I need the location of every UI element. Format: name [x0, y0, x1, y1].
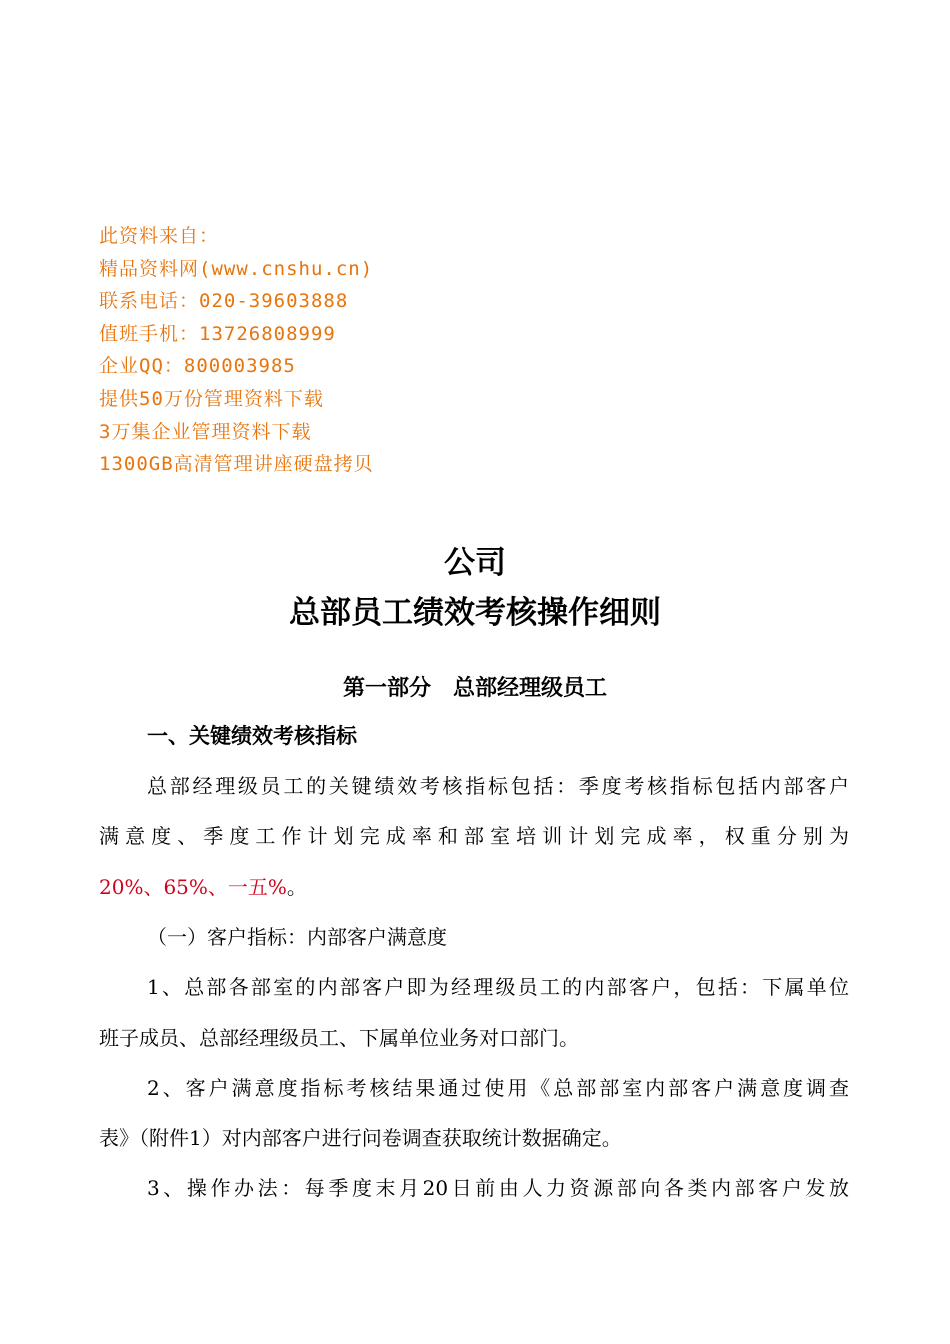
list-item-line: 1、总部各部室的内部客户即为经理级员工的内部客户，包括：下属单位: [147, 975, 849, 999]
source-info-block: [99, 220, 374, 481]
list-item-line: 班子成员、总部经理级员工、下属单位业务对口部门。: [99, 1026, 579, 1050]
source-line: 提供50万份管理资料下载: [99, 387, 324, 410]
source-line: 值班手机：13726808999: [99, 322, 336, 345]
document-title-line1: 公司: [444, 545, 506, 581]
paragraph-line: 总部经理级员工的关键绩效考核指标包括：季度考核指标包括内部客户: [147, 774, 849, 798]
list-item-line: 2、客户满意度指标考核结果通过使用《总部部室内部客户满意度调查: [147, 1076, 849, 1100]
source-line: 企业QQ：800003985: [99, 355, 296, 378]
paragraph-line: 满意度、季度工作计划完成率和部室培训计划完成率，权重分别为: [99, 824, 849, 848]
part-heading: 第一部分 总部经理级员工: [342, 675, 607, 701]
document-title-line2: 总部员工绩效考核操作细则: [289, 595, 661, 631]
source-line: 1300GB高清管理讲座硬盘拷贝: [99, 453, 374, 476]
section-heading: 一、关键绩效考核指标: [147, 723, 357, 748]
source-line: 此资料来自：: [99, 225, 220, 247]
sentence-end: 。: [286, 875, 307, 899]
list-item-line: 3、操作办法：每季度末月20日前由人力资源部向各类内部客户发放: [147, 1176, 849, 1200]
weights-text: 20%、65%、一五%: [99, 875, 287, 899]
source-line: 3万集企业管理资料下载: [99, 420, 312, 443]
subsection-heading: （一）客户指标：内部客户满意度: [147, 925, 447, 949]
source-line: 精品资料网(www.cnshu.cn): [99, 257, 374, 280]
paragraph-line: [99, 873, 307, 901]
list-item-line: 表》（附件1）对内部客户进行问卷调查获取统计数据确定。: [99, 1126, 622, 1150]
source-line: 联系电话：020-39603888: [99, 290, 349, 313]
